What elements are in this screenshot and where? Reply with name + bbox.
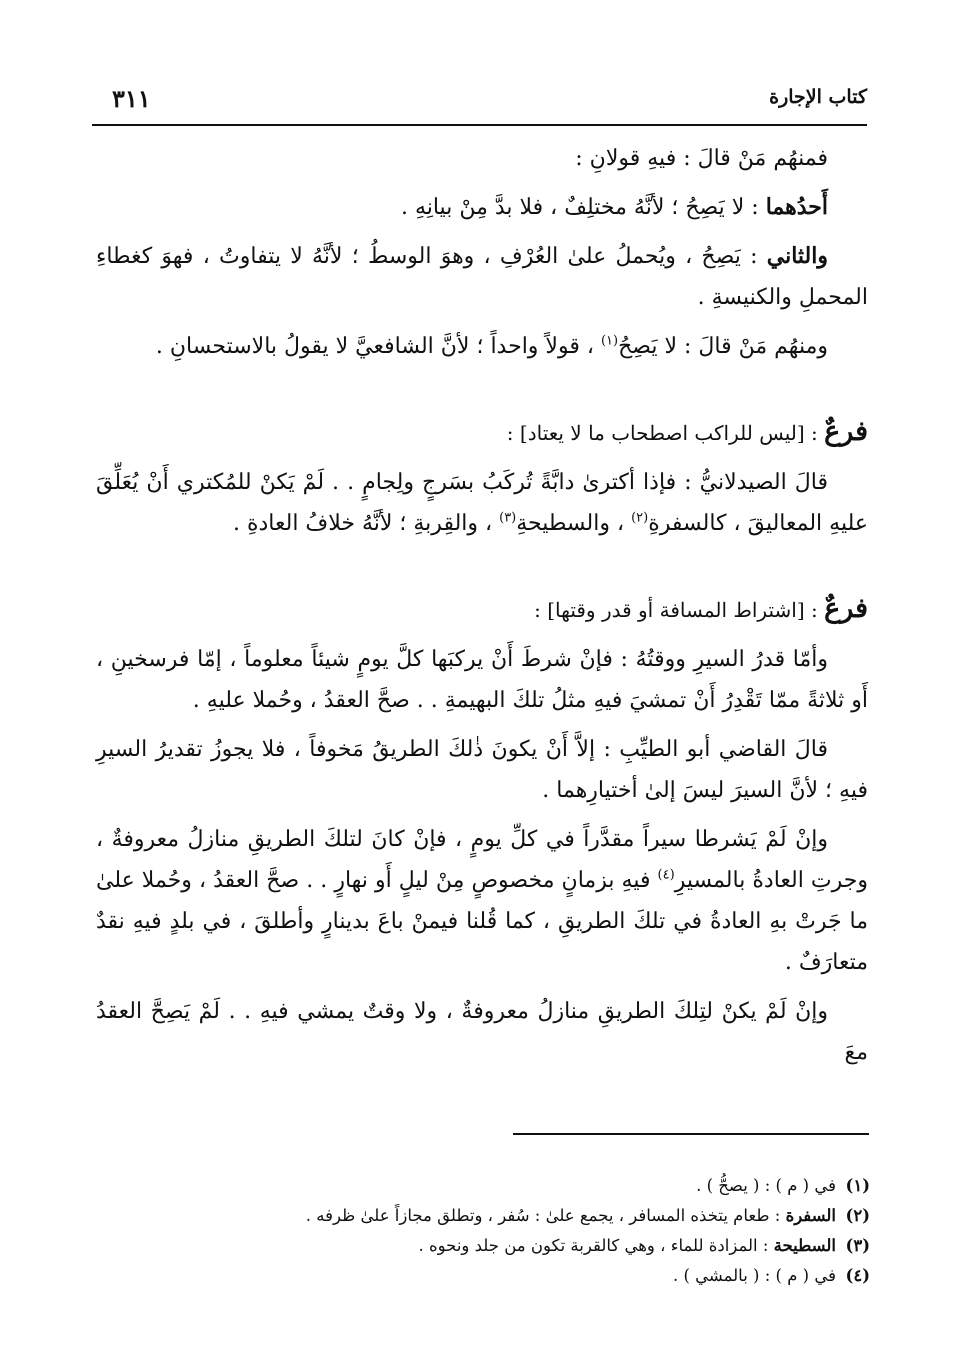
footnote-marker: (٢) [631,510,649,526]
section-heading [96,588,868,631]
paragraph: قالَ القاضي أبو الطيِّبِ : إلاَّ أَنْ يكونَ ذٰلكَ الطريقُ مَخوفاً ، فلا يجوزُ تقديرُ السيرِ فيهِ ؛ لأنَّ السيرَ ليسَ إلىٰ أختيارِهما . [96,737,868,803]
paragraph: وإنْ لَمْ يَشرطا سيراً مقدَّراً في كلِّ يومٍ ، فإنْ كانَ لتلكَ الطريقِ منازلُ معروفةٌ ، وجرتِ العادةُ بالمسيرِ$^{(٤)}$ فيهِ بزمانٍ مخصوصٍ مِنْ ليلٍ أَو نهارٍ . . صحَّ العقدُ ، وحُملا علىٰ ما جَرتْ بهِ العادةُ في تلكَ الطريقِ ، كما قُلنا فيمنْ باعَ بدينارٍ وأطلقَ ، في بلدٍ فيهِ نقدٌ متعارَفٌ . [96,827,868,975]
footnote: (٣)السطيحة : المزادة للماء ، وهي كالقربة تكون من جلد ونحوه . [200,1232,870,1259]
footnote-marker: (٤) [657,867,675,883]
paragraph-lead: أَحدُهما [765,194,828,220]
paragraph: وإنْ لَمْ يكنْ لتِلكَ الطريقِ منازلُ معروفةٌ ، ولا وقتٌ يمشي فيهِ . . لَمْ يَصِحَّ العقدُ معَ [96,999,868,1065]
footnote-number: (٣) [845,1236,870,1255]
footnote-marker: (١) [600,333,619,349]
footnote-number: (٤) [845,1266,870,1285]
header-divider [92,124,867,126]
branch-label: فرعٌ [824,416,868,447]
paragraph: ومنهُم مَنْ قالَ : لا يَصِحُ$^{(١)}$ ، قولاً واحداً ؛ لأنَّ الشافعيَّ لا يقولُ بالاستحسانِ . [155,333,828,359]
footnotes [200,1172,870,1292]
section-title: : [اشتراط المسافة أو قدر وقتها] : [534,598,825,622]
footnote-marker: (٣) [499,510,517,526]
footnote-number: (٢) [845,1206,870,1225]
paragraph-lead: والثاني [766,243,828,269]
paragraph: أَحدُهما : لا يَصِحُ ؛ لأنَّهُ مختلِفٌ ، فلا بدَّ مِنْ بيانِهِ . [400,194,828,220]
running-title: كتاب الإجارة [769,86,867,108]
footnote-number: (١) [845,1176,870,1195]
paragraph: وأمّا قدرُ السيرِ ووقتُهُ : فإنْ شرطَ أَنْ يركبَها كلَّ يومٍ شيئاً معلوماً ، إمّا فرسخينِ ، أَو ثلاثةً ممّا تَقْدِرُ أَنْ تمشيَ فيهِ مثلُ تلكَ البهيمةِ . . صحَّ العقدُ ، وحُملا عليهِ . [96,647,868,713]
section-heading [96,411,868,454]
section-title: : [ليس للراكب اصطحاب ما لا يعتاد] : [506,421,825,445]
paragraph: فمنهُم مَنْ قالَ : فيهِ قولانِ : [575,146,828,171]
footnote: (٢)السفرة : طعام يتخذه المسافر ، يجمع علىٰ : سُفر ، وتطلق مجازاً علىٰ ظرفه . [200,1202,870,1229]
footnote: (٤)في ( م ) : ( بالمشي ) . [200,1262,870,1289]
footnote: (١)في ( م ) : ( يصحُّ ) . [200,1172,870,1199]
main-text [96,138,868,1081]
footnote-divider [513,1133,869,1135]
paragraph: قالَ الصيدلانيُّ : فإذا أكترىٰ دابَّةً تُركَبُ بسَرجٍ ولِجامٍ . . لَمْ يَكنْ للمُكتري أَنْ يُعَلِّقَ عليهِ المعاليقَ ، كالسفرةِ$^{(٢)}$ ، والسطيحةِ$^{(٣)}$ ، والقِربةِ ؛ لأنَّهُ خلافُ العادةِ . [96,470,868,536]
page-number: ٣١١ [112,84,151,113]
page-header [92,82,867,120]
branch-label: فرعٌ [824,593,868,624]
paragraph: والثاني : يَصِحُ ، ويُحملُ علىٰ العُرْفِ ، وهوَ الوسطُ ؛ لأنَّهُ لا يتفاوتُ ، فهوَ كغطاءِ المحملِ والكنيسةِ . [96,243,868,310]
